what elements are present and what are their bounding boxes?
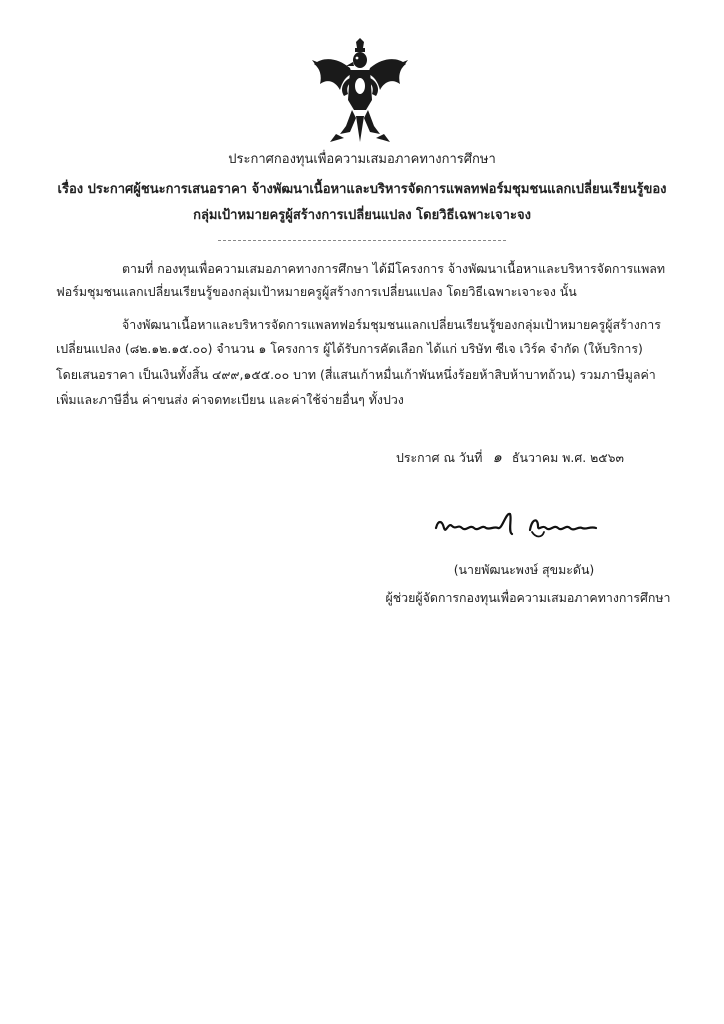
body-paragraph-2-line-4: เพิ่มและภาษีอื่น ค่าขนส่ง ค่าจดทะเบียน และค่าใช้จ่ายอื่นๆ ทั้งปวง xyxy=(56,392,404,407)
signatory-title: ผู้ช่วยผู้จัดการกองทุนเพื่อความเสมอภาคทางการศึกษา xyxy=(385,590,671,605)
garuda-emblem-icon xyxy=(310,38,410,148)
date-prefix: ประกาศ ณ วันที่ xyxy=(396,450,483,465)
header-divider xyxy=(218,240,506,241)
body-paragraph-2-line-1: จ้างพัฒนาเนื้อหาและบริหารจัดการแพลทฟอร์มชุมชนแลกเปลี่ยนเรียนรู้ของกลุ่มเป้าหมายครูผู้สร้างการ xyxy=(122,317,661,332)
announcement-issuer: ประกาศกองทุนเพื่อความเสมอภาคทางการศึกษา xyxy=(228,152,496,167)
handwritten-signature xyxy=(432,508,600,542)
signatory-name: (นายพัฒนะพงษ์ สุขมะดัน) xyxy=(453,562,595,577)
date-suffix: ธันวาคม พ.ศ. ๒๕๖๓ xyxy=(511,450,624,465)
body-paragraph-1-line-2: ฟอร์มชุมชนแลกเปลี่ยนเรียนรู้ของกลุ่มเป้าหมายครูผู้สร้างการเปลี่ยนแปลง โดยวิธีเฉพาะเจาะจง นั้น xyxy=(56,284,577,299)
body-paragraph-2-line-2: เปลี่ยนแปลง (๘๒.๑๒.๑๕.๐๐) จำนวน ๑ โครงการ ผู้ได้รับการคัดเลือก ได้แก่ บริษัท ซีเจ เวิร์ค จำกัด (ให้บริการ) xyxy=(56,341,643,356)
body-paragraph-2-line-3: โดยเสนอราคา เป็นเงินทั้งสิ้น ๔๙๙,๑๕๕.๐๐ บาท (สี่แสนเก้าหมื่นเก้าพันหนึ่งร้อยห้าสิบห้าบาทถ้วน) รวมภาษีมูลค่า xyxy=(56,367,656,382)
announcement-date xyxy=(396,447,624,468)
announcement-subject-line1: เรื่อง ประกาศผู้ชนะการเสนอราคา จ้างพัฒนาเนื้อหาและบริหารจัดการแพลทฟอร์มชุมชนแลกเปลี่ยนเรียนรู้ของ xyxy=(57,182,667,197)
body-paragraph-1-line-1: ตามที่ กองทุนเพื่อความเสมอภาคทางการศึกษา ได้มีโครงการ จ้างพัฒนาเนื้อหาและบริหารจัดการแพลท xyxy=(122,261,666,276)
announcement-subject-line2: กลุ่มเป้าหมายครูผู้สร้างการเปลี่ยนแปลง โดยวิธีเฉพาะเจาะจง xyxy=(193,208,531,223)
date-day: ๑ xyxy=(492,448,502,466)
